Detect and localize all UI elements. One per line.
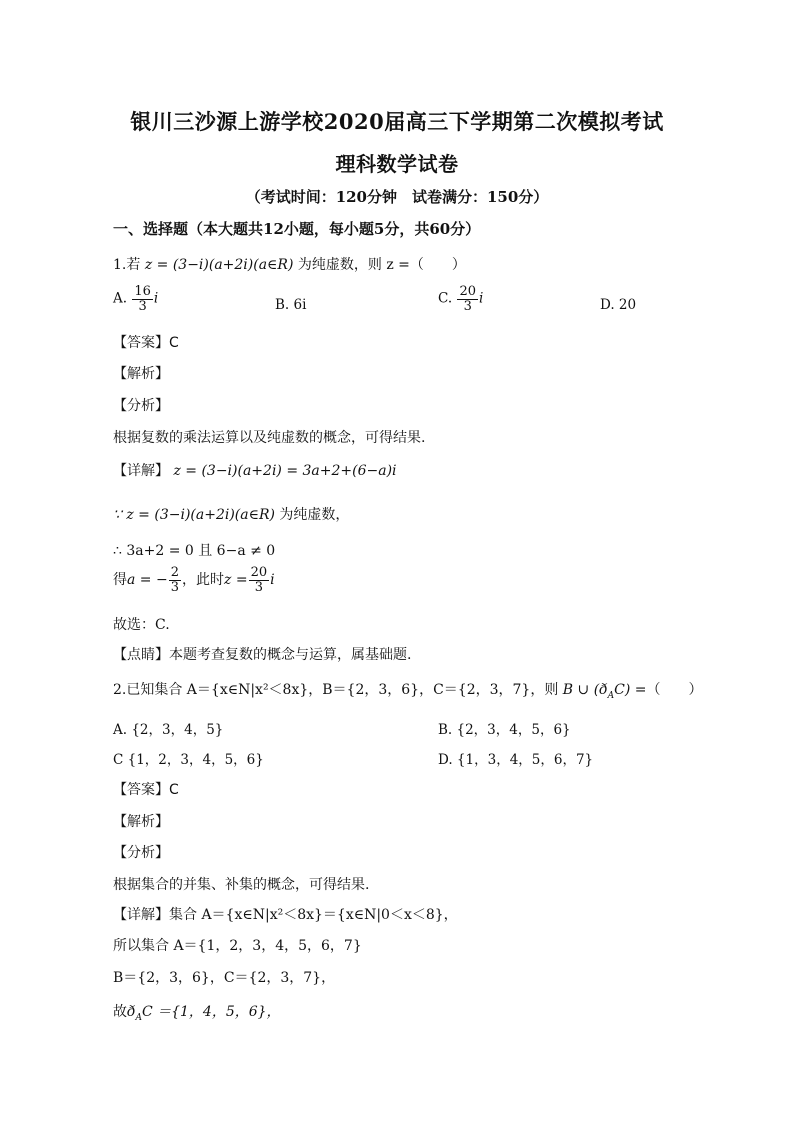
q2-option-a: A. {2，3，4，5} [113,722,224,738]
q1-option-c [438,285,483,313]
step-expression: a = − [127,572,168,589]
step-text: 得 [113,572,127,589]
q1-option-b: B. 6i [275,297,307,313]
detail-expression: z = (3−i)(a+2i) = 3a+2+(6−a)i [173,463,397,479]
q1-step-1 [113,504,349,524]
q1-number: 1.若 [113,257,141,273]
q2-detail [113,904,458,924]
q1-fenxi-text: 根据复数的乘法运算以及纯虚数的概念，可得结果. [113,430,426,446]
q2-analysis-label: 【解析】 [113,814,169,830]
q1-analysis-label: 【解析】 [113,366,169,382]
q1-option-d: D. 20 [600,297,637,313]
fraction [457,285,478,313]
imag-unit: i [153,290,159,307]
q1-option-a [113,285,158,313]
q2-line-4 [113,1001,281,1023]
imag-unit: i [270,572,275,589]
option-label: C. [438,290,453,307]
q1-answer [113,332,179,352]
q2-expression: B ∪ (ð [562,682,608,698]
q2-fenxi-label: 【分析】 [113,845,169,861]
q2-fenxi-text: 根据集合的并集、补集的概念，可得结果. [113,877,370,893]
exam-title: 银川三沙源上游学校2020届高三下学期第二次模拟考试 [130,109,664,134]
denominator: 3 [463,298,472,314]
step-text: ，此时 [182,572,224,589]
comment-text: 本题考查复数的概念与运算，属基础题. [169,647,412,663]
comment-label: 【点睛】 [113,647,169,663]
numerator: 20 [250,565,268,580]
q2-line-2: 所以集合 A＝{1，2，3，4，5，6，7} [113,938,362,954]
step-text: 为纯虚数， [279,507,350,523]
numerator: 2 [170,565,179,580]
q2-option-d: D. {1，3，4，5，6，7} [438,752,594,768]
exam-info: （考试时间：120分钟 试卷满分：150分） [245,188,549,206]
q1-detail [113,460,397,480]
q1-expression: z = (3−i)(a+2i)(a∈R) [144,257,294,273]
answer-value: C [169,782,179,798]
fraction [249,566,270,594]
q1-comment [113,644,411,664]
step-expression: C ＝{1，4，5，6}， [141,1004,281,1020]
q1-step-3 [113,566,275,594]
complement-symbol: ð [127,1004,136,1020]
subscript: A [607,690,615,701]
step-expression: z = [224,572,248,589]
q1-stem [113,254,466,274]
numerator: 20 [459,284,476,299]
answer-label: 【答案】 [113,782,169,798]
q2-stem [113,679,702,701]
q2-option-b: B. {2，3，4，5，6} [438,722,571,738]
denominator: 3 [170,579,179,595]
option-label: A. [113,290,128,307]
q1-stem-tail: 为纯虚数，则 z =（ ） [297,257,466,273]
fraction [132,285,153,313]
numerator: 16 [134,284,151,299]
detail-label: 【详解】 [113,907,169,923]
section-heading: 一、选择题（本大题共12小题，每小题5分，共60分） [113,220,481,238]
exam-subject-title: 理科数学试卷 [335,152,459,176]
detail-text: 集合 A＝{x∈N|x²＜8x}＝{x∈N|0＜x＜8}， [169,907,458,923]
step-expression: ∵ z = (3−i)(a+2i)(a∈R) [113,507,275,523]
q2-line-3: B＝{2，3，6}，C＝{2，3，7}， [113,970,336,986]
q2-expression-tail: C) = [614,682,647,698]
denominator: 3 [138,298,147,314]
answer-value: C [169,335,179,351]
q1-step-2: ∴ 3a+2 = 0 且 6−a ≠ 0 [113,543,276,559]
step-text: 故 [113,1004,127,1020]
fraction [169,566,181,594]
subscript: A [135,1012,142,1023]
q2-answer [113,779,179,799]
answer-label: 【答案】 [113,335,169,351]
denominator: 3 [254,579,263,595]
detail-label: 【详解】 [113,463,169,479]
q2-stem-tail: （ ） [646,682,703,698]
q2-stem-text: 2.已知集合 A＝{x∈N|x²＜8x}，B＝{2，3，6}，C＝{2，3，7}，则 [113,682,559,698]
q1-fenxi-label: 【分析】 [113,398,169,414]
imag-unit: i [478,290,484,307]
q2-option-c: C {1，2，3，4，5，6} [113,752,264,768]
q1-choose: 故选：C. [113,617,170,633]
